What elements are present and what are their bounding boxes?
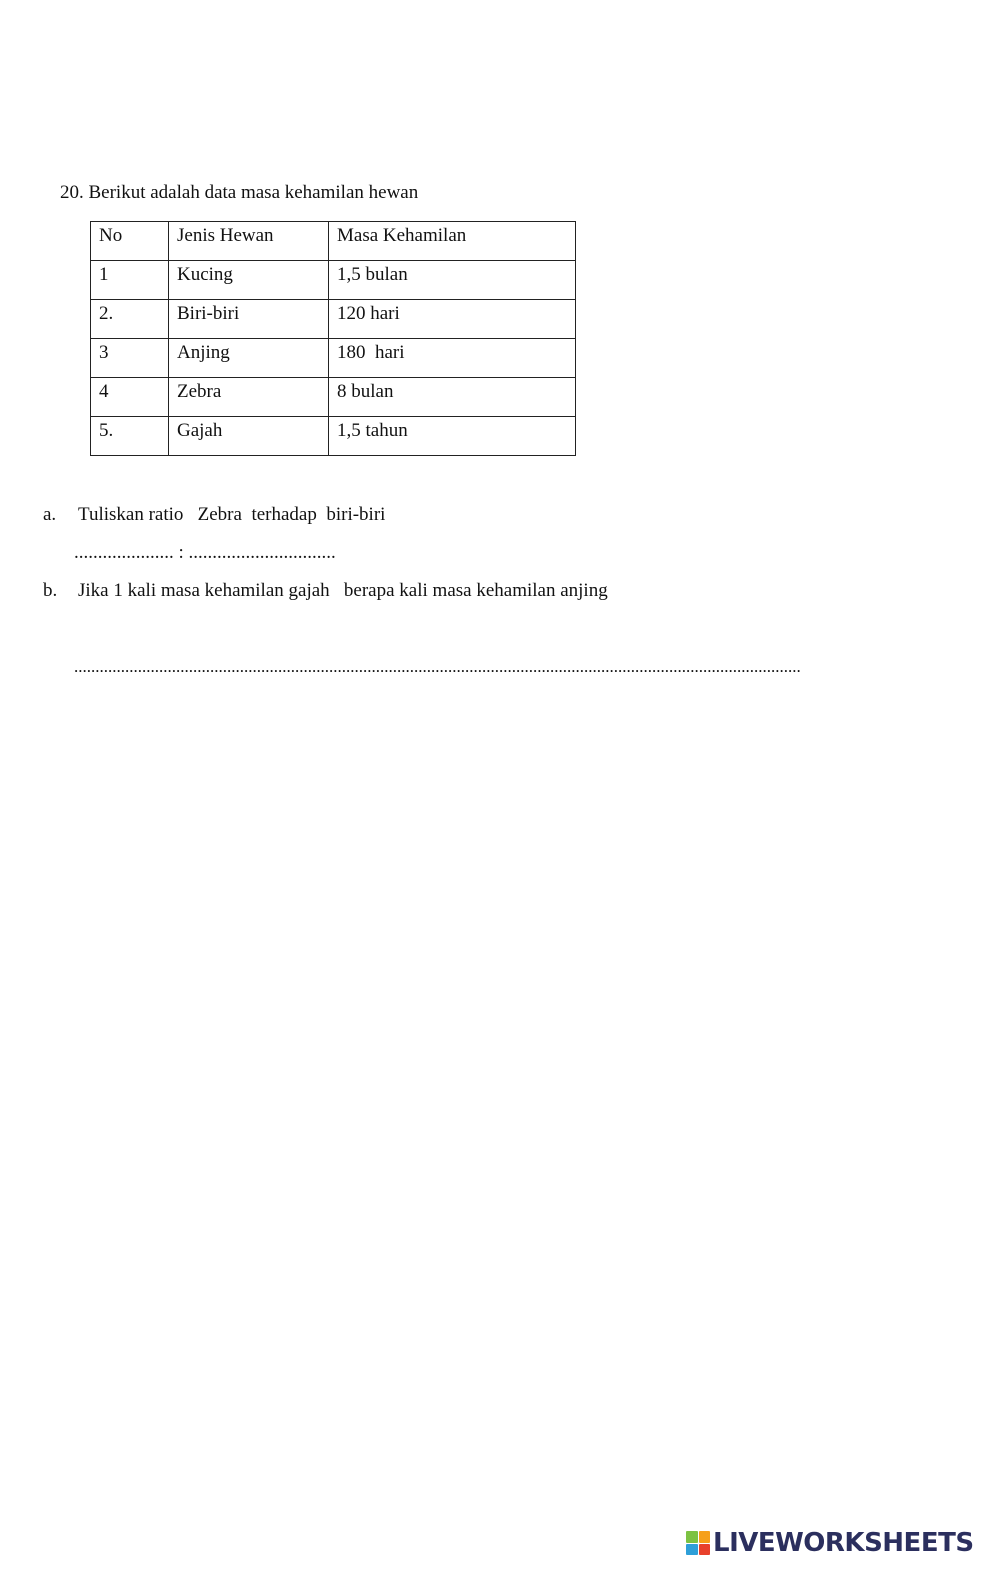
header-gestation: Masa Kehamilan (329, 222, 576, 261)
cell-no: 4 (91, 378, 169, 417)
cell-gestation: 120 hari (329, 300, 576, 339)
table-row (91, 339, 576, 378)
cell-animal: Biri-biri (169, 300, 329, 339)
table-row (91, 378, 576, 417)
liveworksheets-logo (686, 1527, 974, 1559)
part-a-text: Tuliskan ratio Zebra terhadap biri-biri (78, 504, 386, 525)
part-a-question (43, 504, 385, 526)
table-row (91, 300, 576, 339)
cell-no: 5. (91, 417, 169, 456)
brand-squares-icon (686, 1531, 710, 1555)
table-row (91, 417, 576, 456)
question-title: 20. Berikut adalah data masa kehamilan hewan (60, 182, 419, 203)
cell-no: 2. (91, 300, 169, 339)
table-row (91, 261, 576, 300)
part-a-marker: a. (43, 504, 57, 525)
cell-animal: Zebra (169, 378, 329, 417)
cell-animal: Gajah (169, 417, 329, 456)
cell-no: 1 (91, 261, 169, 300)
cell-gestation: 180 hari (329, 339, 576, 378)
cell-animal: Anjing (169, 339, 329, 378)
cell-gestation: 1,5 tahun (329, 417, 576, 456)
part-b-marker: b. (43, 580, 58, 601)
cell-gestation: 8 bulan (329, 378, 576, 417)
header-animal: Jenis Hewan (169, 222, 329, 261)
cell-animal: Kucing (169, 261, 329, 300)
part-a-answer-field[interactable]: ..................... : ............................... (74, 542, 336, 563)
brand-name: LIVEWORKSHEETS (713, 1528, 974, 1558)
header-no: No (91, 222, 169, 261)
cell-gestation: 1,5 bulan (329, 261, 576, 300)
brand-square-green (686, 1531, 698, 1543)
table-header-row (91, 222, 576, 261)
part-b-question (43, 580, 608, 602)
brand-square-blue (686, 1544, 698, 1556)
part-b-text: Jika 1 kali masa kehamilan gajah berapa kali masa kehamilan anjing (78, 580, 608, 601)
cell-no: 3 (91, 339, 169, 378)
brand-square-red (699, 1544, 711, 1556)
brand-square-orange (699, 1531, 711, 1543)
part-b-answer-field[interactable]: ........................................................................................................................................................................... (74, 657, 801, 676)
gestation-table (90, 221, 576, 456)
